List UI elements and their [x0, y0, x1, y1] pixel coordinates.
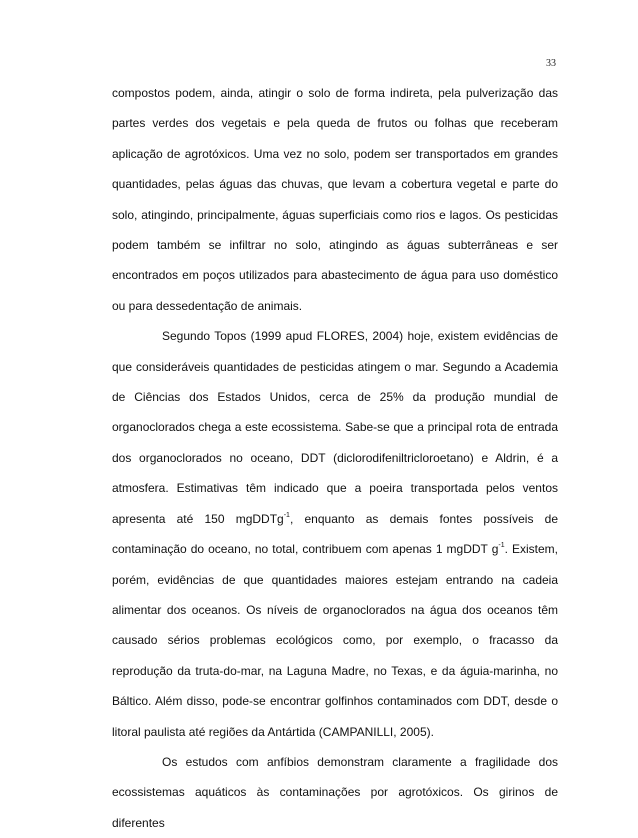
body-text: [112, 78, 558, 838]
paragraph-3: Os estudos com anfíbios demonstram claramente a fragilidade dos ecossistemas aquáticos às contaminações por agrotóxicos. Os girinos de diferentes: [112, 754, 558, 830]
page-number: 33: [546, 58, 556, 69]
paragraph-2-part-1: Segundo Topos (1999 apud FLORES, 2004) hoje, existem evidências de que consideráveis quantidades de pesticidas atingem o mar. Segundo a Academia de Ciências dos Estados Unidos, cerca de 25% da produção mundial de organoclorados chega a este ecossistema. Sabe-se que a principal rota de entrada dos organoclorados no oceano, DDT (diclorodifeniltricloroetano) e Aldrin, é a atmosfera. Estimativas têm indicado que a poeira transportada pelos ventos apresenta até 150 mgDDTg: [112, 329, 558, 526]
paragraph-1: compostos podem, ainda, atingir o solo de forma indireta, pela pulverização das partes verdes dos vegetais e pela queda de frutos ou folhas que receberam aplicação de agrotóxicos. Uma vez no solo, podem ser transportados em grandes quantidades, pelas águas das chuvas, que levam a cobertura vegetal e parte do solo, atingindo, principalmente, águas superficiais como rios e lagos. Os pesticidas podem também se infiltrar no solo, atingindo as águas subterrâneas e ser encontrados em poços utilizados para abastecimento de água para uso doméstico ou para dessedentação de animais.: [112, 86, 558, 313]
paragraph-2-part-2: , enquanto as demais fontes possíveis de contaminação do oceano, no total, contribuem com apenas 1 mgDDT g: [112, 511, 558, 557]
superscript-exponent: -1: [283, 511, 290, 519]
paragraph-2-part-3: . Existem, porém, evidências de que quantidades maiores estejam entrando na cadeia alimentar dos oceanos. Os níveis de organoclorados na água dos oceanos têm causado sérios problemas ecológicos como, por exemplo, o fracasso da reprodução da truta-do-mar, na Laguna Madre, no Texas, e da águia-marinha, no Báltico. Além disso, pode-se encontrar golfinhos contaminados com DDT, desde o litoral paulista até regiões da Antártida (CAMPANILLI, 2005).: [112, 542, 558, 739]
superscript-exponent: -1: [498, 542, 505, 550]
paragraph-2: [112, 321, 558, 747]
